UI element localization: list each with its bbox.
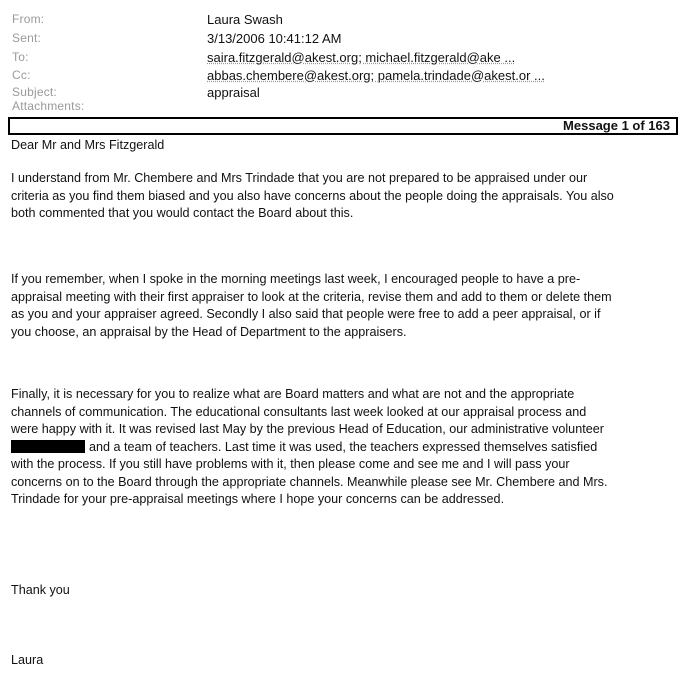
paragraph-2	[11, 271, 679, 341]
from-value: Laura Swash	[207, 12, 283, 27]
paragraph-line: Trindade for your pre-appraisal meetings where I hope your concerns can be addressed.	[11, 492, 505, 506]
paragraph-3	[11, 386, 679, 509]
paragraph-line	[11, 439, 679, 457]
subject-value: appraisal	[207, 85, 260, 100]
paragraph-line: I understand from Mr. Chembere and Mrs Trindade that you are not prepared to be appraised under our	[11, 171, 588, 185]
signature: Laura	[11, 653, 44, 667]
paragraph-line: concerns on to the Board through the appropriate channels. Meanwhile please see Mr. Chembere and Mrs.	[11, 474, 608, 489]
paragraph-line: If you remember, when I spoke in the morning meetings last week, I encouraged people to have a pre-	[11, 272, 581, 286]
cc-label: Cc:	[12, 68, 31, 82]
sent-value: 3/13/2006 10:41:12 AM	[207, 31, 342, 46]
cc-value[interactable]: abbas.chembere@akest.org; pamela.trindade@akest.or ...	[207, 68, 545, 83]
paragraph-1	[11, 170, 679, 223]
paragraph-line: appraisal meeting with their first appraiser to look at the criteria, revise them and add to them or delete them	[11, 289, 612, 304]
paragraph-line: channels of communication. The educational consultants last week looked at our appraisal process and	[11, 404, 587, 419]
paragraph-line: both commented that you would contact the Board about this.	[11, 206, 354, 220]
closing: Thank you	[11, 583, 70, 597]
from-label: From:	[12, 12, 45, 26]
to-value[interactable]: saira.fitzgerald@akest.org; michael.fitzgerald@ake ...	[207, 50, 516, 65]
paragraph-line: criteria as you find them biased and you also have concerns about the people doing the appraisals. You also	[11, 188, 614, 203]
paragraph-line: Finally, it is necessary for you to realize what are Board matters and what are not and the appropriate	[11, 387, 575, 401]
message-counter: Message 1 of 163	[563, 118, 670, 133]
paragraph-line: with the process. If you still have problems with it, then please come and see me and I will pass your	[11, 457, 570, 471]
paragraph-line: as you and your appraiser agreed. Secondly I also said that people were free to add a peer appraisal, or if	[11, 307, 601, 321]
to-label: To:	[12, 50, 29, 64]
paragraph-line: were happy with it. It was revised last May by the previous Head of Education, our administrative volunteer	[11, 422, 604, 436]
attachments-label: Attachments:	[12, 99, 85, 113]
paragraph-line-text: and a team of teachers. Last time it was used, the teachers expressed themselves satisfied	[89, 439, 598, 454]
redaction-block	[11, 440, 85, 453]
greeting: Dear Mr and Mrs Fitzgerald	[11, 138, 165, 152]
subject-label: Subject:	[12, 85, 57, 99]
message-counter-bar	[8, 117, 678, 135]
sent-label: Sent:	[12, 31, 42, 45]
paragraph-line: you choose, an appraisal by the Head of Department to the appraisers.	[11, 324, 407, 339]
